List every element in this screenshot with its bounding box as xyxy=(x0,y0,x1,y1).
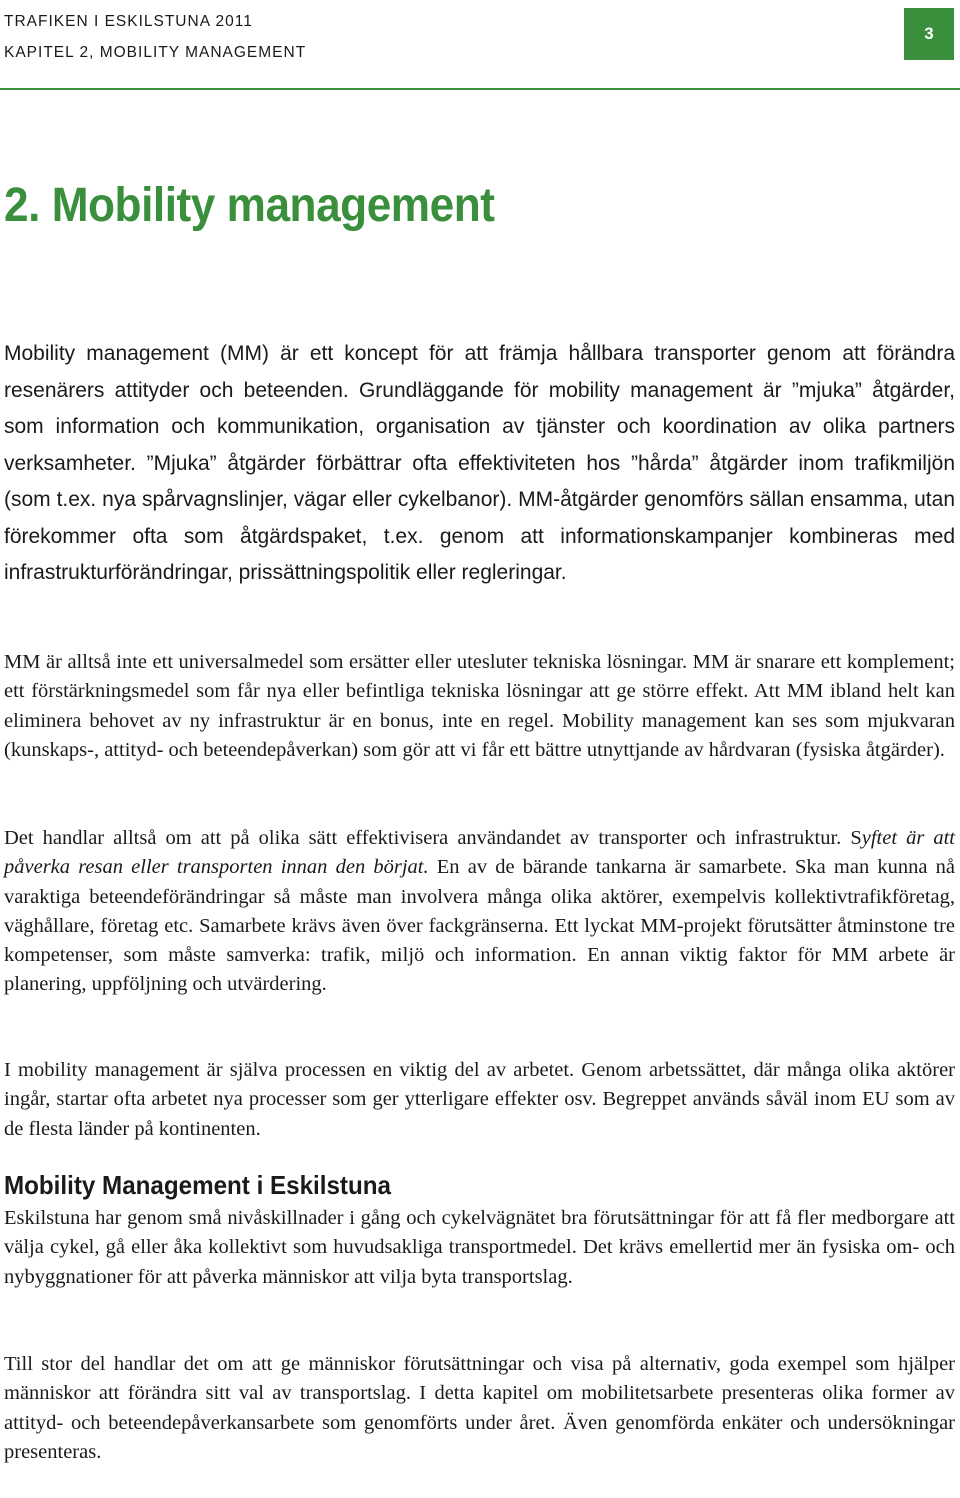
chapter-label: KAPITEL 2, MOBILITY MANAGEMENT xyxy=(4,44,307,61)
paragraph-efficiency xyxy=(4,824,955,1000)
intro-paragraph: Mobility management (MM) är ett koncept för att främja hållbara transporter genom att förändra resenärers attityder och beteenden. Grundläggande för mobility management är ”mjuka” åtgärder, som information och kommunikation, organisation av tjänster och koordination av olika partners verksamheter. ”Mjuka” åtgärder förbättrar ofta effektiviteten hos ”hårda” åtgärder inom trafikmiljön (som t.ex. nya spårvagnslinjer, vägar eller cykelbanor). MM-åtgärder genomförs sällan ensamma, utan förekommer ofta som åtgärdspaket, t.ex. genom att informationskampanjer kombineras med infrastrukturförändringar, prissättningspolitik eller regleringar. xyxy=(4,342,955,584)
page-title: 2. Mobility management xyxy=(4,179,495,232)
section-heading: Mobility Management i Eskilstuna xyxy=(4,1170,391,1200)
paragraph-efficiency-italic: yftet är att påverka resan eller transporten innan den börjat. xyxy=(4,827,955,879)
page-header xyxy=(4,6,954,92)
paragraph-efficiency-end: En av de bärande tankarna är samarbete. Ska man kunna nå varaktiga beteendeförändringar så måste man involvera många olika aktörer, exempelvis kollektivtrafikföretag, väghållare, företag etc. Samarbete krävs även över fackgränserna. Ett lyckat MM-projekt förutsätter åtminstone tre kompetenser, som måste samverka: trafik, miljö och information. En annan viktig faktor för MM arbete är planering, uppföljning och utvärdering. xyxy=(4,856,955,996)
paragraph-process: I mobility management är själva processen en viktig del av arbetet. Genom arbetssättet, där många olika aktörer ingår, startar ofta arbetet nya processer som ger ytterligare effekter osv. Begreppet används såväl inom EU som av de flesta länder på kontinenten. xyxy=(4,1059,955,1140)
report-title: TRAFIKEN I ESKILSTUNA 2011 xyxy=(4,13,253,30)
page-number-badge: 3 xyxy=(904,8,954,60)
paragraph-efficiency-start: Det handlar alltså om att på olika sätt effektivisera användandet av transporter och infrastruktur. S xyxy=(4,827,862,849)
paragraph-complement: MM är alltså inte ett universalmedel som ersätter eller utesluter tekniska lösningar. MM är snarare ett komplement; ett förstärkningsmedel som får nya eller befintliga tekniska lösningar att ge större effekt. Att MM ibland helt kan eliminera behovet av ny infrastruktur är en bonus, inte en regel. Mobility management kan ses som mjukvaran (kunskaps-, attityd- och beteendepåverkan) som gör att vi får ett bättre utnyttjande av hårdvaran (fysiska åtgärder). xyxy=(4,651,955,761)
paragraph-alternatives: Till stor del handlar det om att ge människor förutsättningar och visa på alternativ, goda exempel som hjälper människor att förändra sitt val av transportslag. I detta kapitel om mobilitetsarbete presenteras olika former av attityd- och beteendepåverkansarbete som genomförts under året. Även genomförda enkäter och undersökningar presenteras. xyxy=(4,1353,955,1463)
header-divider xyxy=(0,88,960,90)
paragraph-eskilstuna: Eskilstuna har genom små nivåskillnader i gång och cykelvägnätet bra förutsättningar för att få fler medborgare att välja cykel, gå eller åka kollektivt som huvudsakliga transportmedel. Det krävs emellertid mer än fysiska om- och nybyggnationer för att påverka människor att vilja byta transportslag. xyxy=(4,1207,955,1288)
